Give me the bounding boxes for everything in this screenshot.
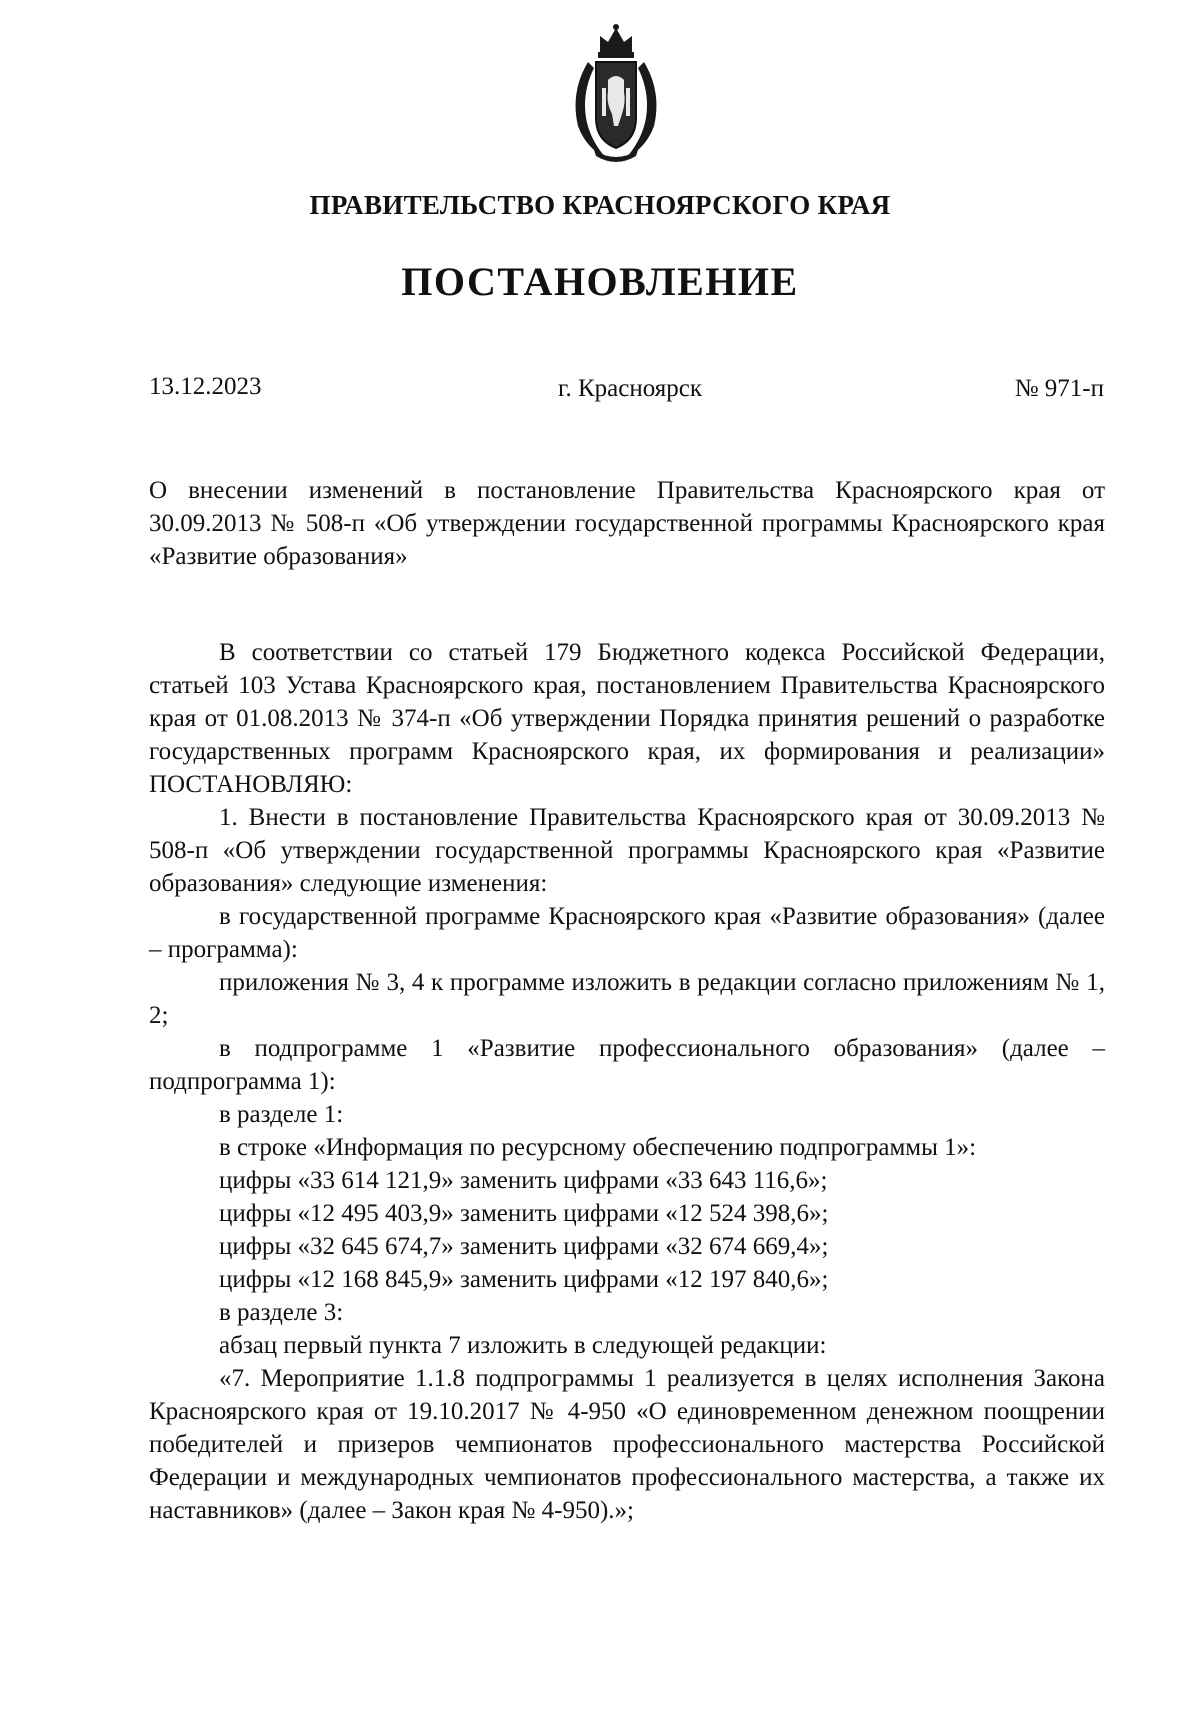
paragraph: цифры «12 168 845,9» заменить цифрами «12 197 840,6»;	[219, 1266, 829, 1293]
paragraph: в разделе 1:	[219, 1101, 344, 1128]
document-type-title: ПОСТАНОВЛЕНИЕ	[401, 259, 799, 304]
paragraph: цифры «12 495 403,9» заменить цифрами «12 524 398,6»;	[219, 1200, 829, 1227]
document-body	[149, 636, 1105, 1527]
document-number: № 971-п	[1014, 375, 1104, 402]
paragraph: «7. Мероприятие 1.1.8 подпрограммы 1 реализуется в целях исполнения Закона Красноярского края от 19.10.2017 № 4-950 «О единовременном денежном поощрении победителей и призеров чемпионатов профессионального мастерства Российской Федерации и международных чемпионатов профессионального мастерства, а также их наставников» (далее – Закон края № 4-950).»;	[149, 1365, 1105, 1524]
paragraph: цифры «32 645 674,7» заменить цифрами «32 674 669,4»;	[219, 1233, 829, 1260]
paragraph: приложения № 3, 4 к программе изложить в редакции согласно приложениям № 1, 2;	[149, 969, 1105, 1029]
paragraph: В соответствии со статьей 179 Бюджетного кодекса Российской Федерации, статьей 103 Устава Красноярского края, постановлением Правительства Красноярского края от 01.08.2013 № 374-п «Об утверждении Порядка принятия решений о разработке государственных программ Красноярского края, их формирования и реализации» ПОСТАНОВЛЯЮ:	[149, 639, 1105, 798]
paragraph: в строке «Информация по ресурсному обеспечению подпрограммы 1»:	[219, 1134, 977, 1161]
paragraph: в государственной программе Красноярского края «Развитие образования» (далее – программа):	[149, 903, 1105, 963]
paragraph: в подпрограмме 1 «Развитие профессионального образования» (далее – подпрограмма 1):	[149, 1035, 1105, 1095]
paragraph: цифры «33 614 121,9» заменить цифрами «33 643 116,6»;	[219, 1167, 828, 1194]
organization-name: ПРАВИТЕЛЬСТВО КРАСНОЯРСКОГО КРАЯ	[309, 190, 891, 220]
document-subject: О внесении изменений в постановление Правительства Красноярского края от 30.09.2013 № 508-п «Об утверждении государственной программы Красноярского края «Развитие образования»	[149, 477, 1105, 570]
coat-of-arms-icon	[564, 22, 668, 166]
document-city: г. Красноярск	[558, 375, 702, 402]
paragraph: 1. Внести в постановление Правительства Красноярского края от 30.09.2013 № 508-п «Об утверждении государственной программы Красноярского края «Развитие образования» следующие изменения:	[149, 804, 1105, 897]
paragraph: абзац первый пункта 7 изложить в следующей редакции:	[219, 1332, 827, 1359]
document-date: 13.12.2023	[149, 373, 262, 400]
paragraph: в разделе 3:	[219, 1299, 344, 1326]
